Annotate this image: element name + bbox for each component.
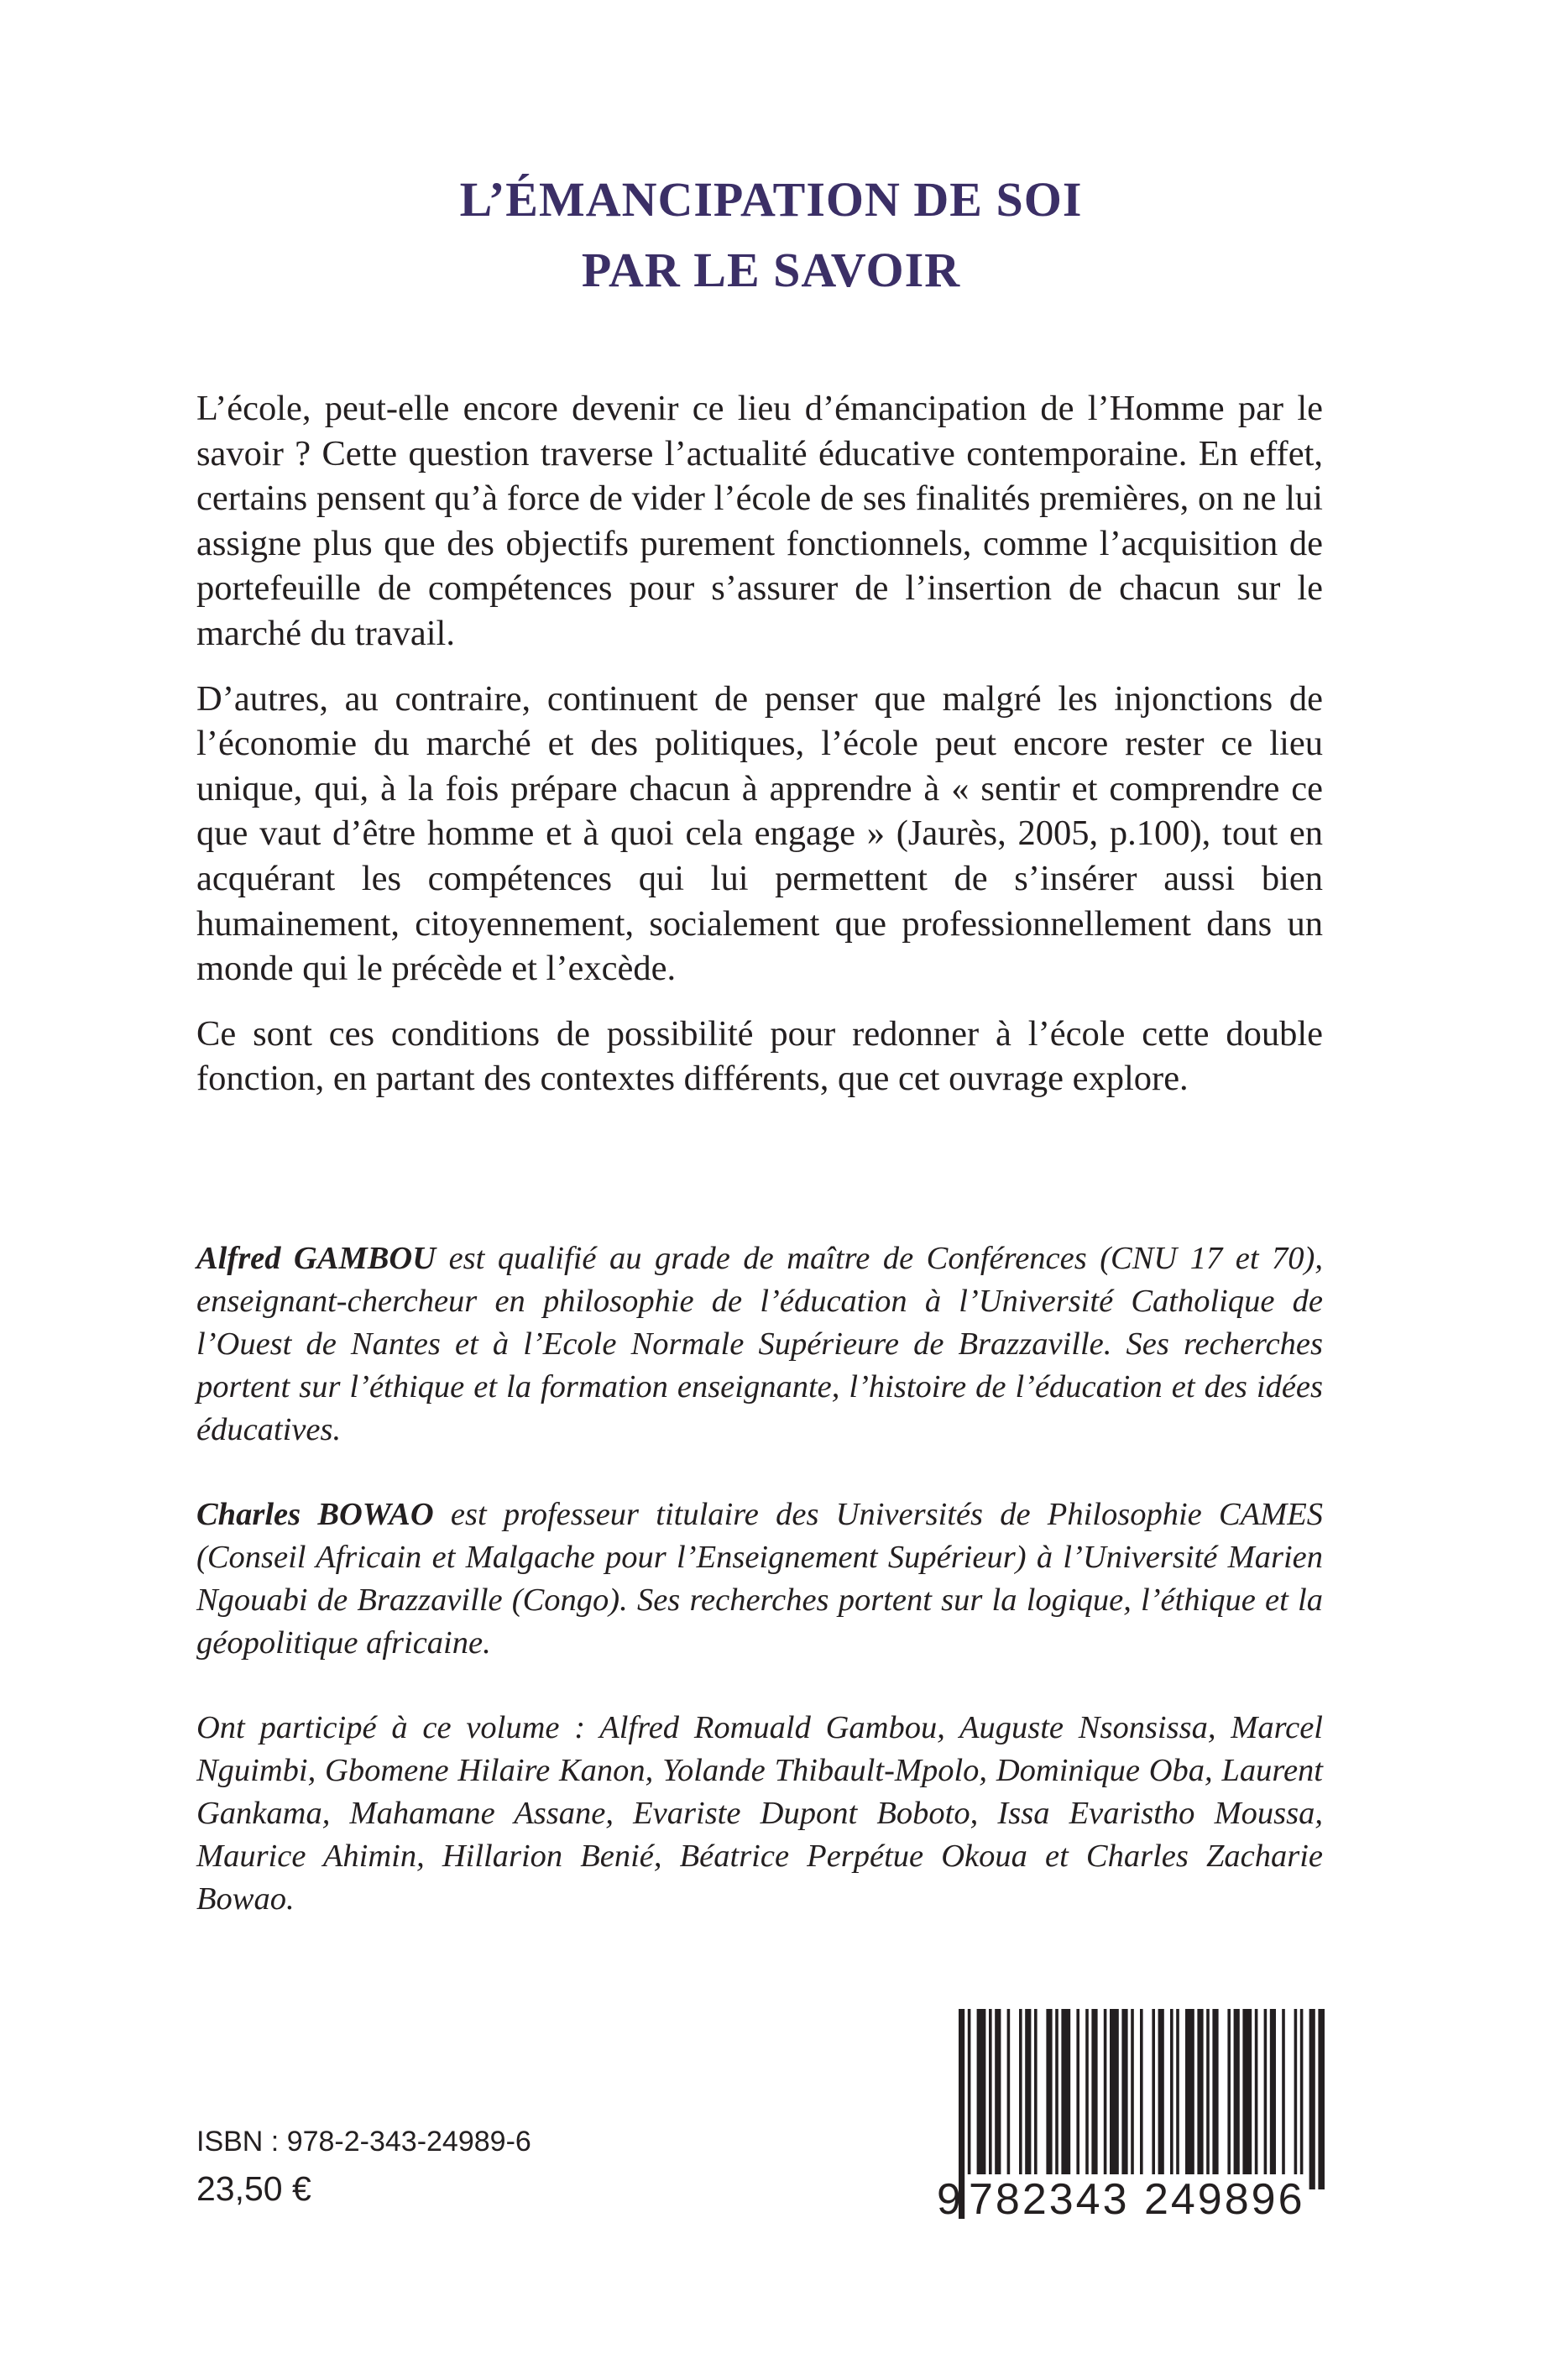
- barcode-first-digit: 9: [937, 2175, 964, 2224]
- barcode-bar: [1158, 2009, 1164, 2189]
- summary-paragraph-3: Ce sont ces conditions de possibilité pour redonner à l’école cette double fonction, en partant des contextes différents, que cet ouvrage explore.: [196, 1013, 1323, 1099]
- barcode-bar: [1206, 2009, 1210, 2189]
- barcode-bar: [1255, 2009, 1258, 2189]
- barcode-bar: [1170, 2009, 1173, 2189]
- barcode-bar: [1227, 2009, 1231, 2189]
- barcode-bar: [995, 2009, 1001, 2189]
- author-name-1: Alfred GAMBOU: [196, 1241, 436, 1276]
- barcode-bar: [1152, 2009, 1155, 2189]
- barcode-bar: [989, 2009, 992, 2189]
- isbn-label: ISBN : 978-2-343-24989-6: [196, 2126, 531, 2158]
- barcode-bar: [1104, 2009, 1107, 2189]
- contributors-list: Ont participé à ce volume : Alfred Romuald Gambou, Auguste Nsonsissa, Marcel Nguimbi, Gbomene Hilaire Kanon, Yolande Thibault-Mpolo, Dominique Oba, Laurent Gankama, Mahamane Assane, Evariste Dupont Boboto, Issa Evaristho Moussa, Maurice Ahimin, Hillarion Benié, Béatrice Perpétue Okoua et Charles Zacharie Bowao.: [196, 1710, 1323, 1917]
- barcode-bar: [1197, 2009, 1203, 2189]
- barcode-bar: [1007, 2009, 1011, 2189]
- barcode-bar: [1212, 2009, 1218, 2189]
- barcode-bar: [1019, 2009, 1022, 2189]
- barcode-bar: [1300, 2009, 1304, 2189]
- barcode-bar: [1061, 2009, 1070, 2189]
- barcode-bar: [1110, 2009, 1119, 2189]
- barcode-bar: [1176, 2009, 1179, 2189]
- barcode-bar: [1091, 2009, 1097, 2189]
- barcode-bar: [1294, 2009, 1298, 2189]
- author-bio-1: [196, 1237, 1323, 1452]
- barcode-bar: [1025, 2009, 1031, 2189]
- barcode-bar: [1121, 2009, 1127, 2189]
- author-bios: [196, 1237, 1323, 1963]
- summary-paragraph-1: L’école, peut-elle encore devenir ce lieu d’émancipation de l’Homme par le savoir ? Cette question traverse l’actualité éducative contemporaine. En effet, certains pensent qu’à force de vider l’école de ses finalités premières, on ne lui assigne plus que des objectifs purement fonctionnels, comme l’acquisition de portefeuille de compétences pour s’assurer de l’insertion de chacun sur le marché du travail.: [196, 389, 1323, 653]
- barcode-bar: [1046, 2009, 1052, 2189]
- barcode-digits: 782343 249896: [965, 2174, 1309, 2225]
- barcode-bar: [1085, 2009, 1089, 2189]
- summary-paragraph-2: D’autres, au contraire, continuent de penser que malgré les injonctions de l’économie du marché et des politiques, l’école peut encore rester ce lieu unique, qui, à la fois prépare chacun à apprendre à « sentir et comprendre ce que vaut d’être homme et à quoi cela engage » (Jaurès, 2005, p.100), tout en acquérant les compétences qui lui permettent de s’insérer aussi bien humainement, citoyennement, socialement que professionnellement dans un monde qui le précède et l’excède.: [196, 678, 1323, 989]
- barcode-bar: [1076, 2009, 1079, 2189]
- book-title-line-1: L’ÉMANCIPATION DE SOI: [459, 172, 1083, 227]
- price-label: 23,50 €: [196, 2169, 311, 2208]
- barcode-bar: [1270, 2009, 1276, 2189]
- barcode-bar: [1055, 2009, 1058, 2189]
- barcode-bar: [1034, 2009, 1038, 2189]
- book-title-line-2: PAR LE SAVOIR: [581, 243, 961, 297]
- summary-text: [196, 386, 1323, 1122]
- barcode-bar: [1140, 2009, 1143, 2189]
- author-bio-2: [196, 1493, 1323, 1665]
- barcode-bar: [977, 2009, 986, 2189]
- book-title: [0, 165, 1542, 306]
- barcode-bar: [1282, 2009, 1285, 2189]
- barcode-bar: [1185, 2009, 1194, 2189]
- barcode-bar: [1234, 2009, 1240, 2189]
- author-bio-1-text: est qualifié au grade de maître de Conférences (CNU 17 et 70), enseignant-chercheur en philosophie de l’éducation à l’Université Catholique de l’Ouest de Nantes et à l’Ecole Normale Supérieure de Brazzaville. Ses recherches portent sur l’éthique et la formation enseignante, l’histoire de l’éducation et des idées éducatives.: [196, 1241, 1323, 1447]
- author-name-2: Charles BOWAO: [196, 1497, 434, 1532]
- author-bio-2-text: est professeur titulaire des Universités de Philosophie CAMES (Conseil Africain et Malgache pour l’Enseignement Supérieur) à l’Université Marien Ngouabi de Brazzaville (Congo). Ses recherches portent sur la logique, l’éthique et la géopolitique africaine.: [196, 1497, 1323, 1661]
- barcode-bar: [1131, 2009, 1134, 2189]
- barcode-bar: [1309, 2009, 1315, 2189]
- barcode-bar: [1318, 2009, 1325, 2189]
- barcode-bar: [1264, 2009, 1268, 2189]
